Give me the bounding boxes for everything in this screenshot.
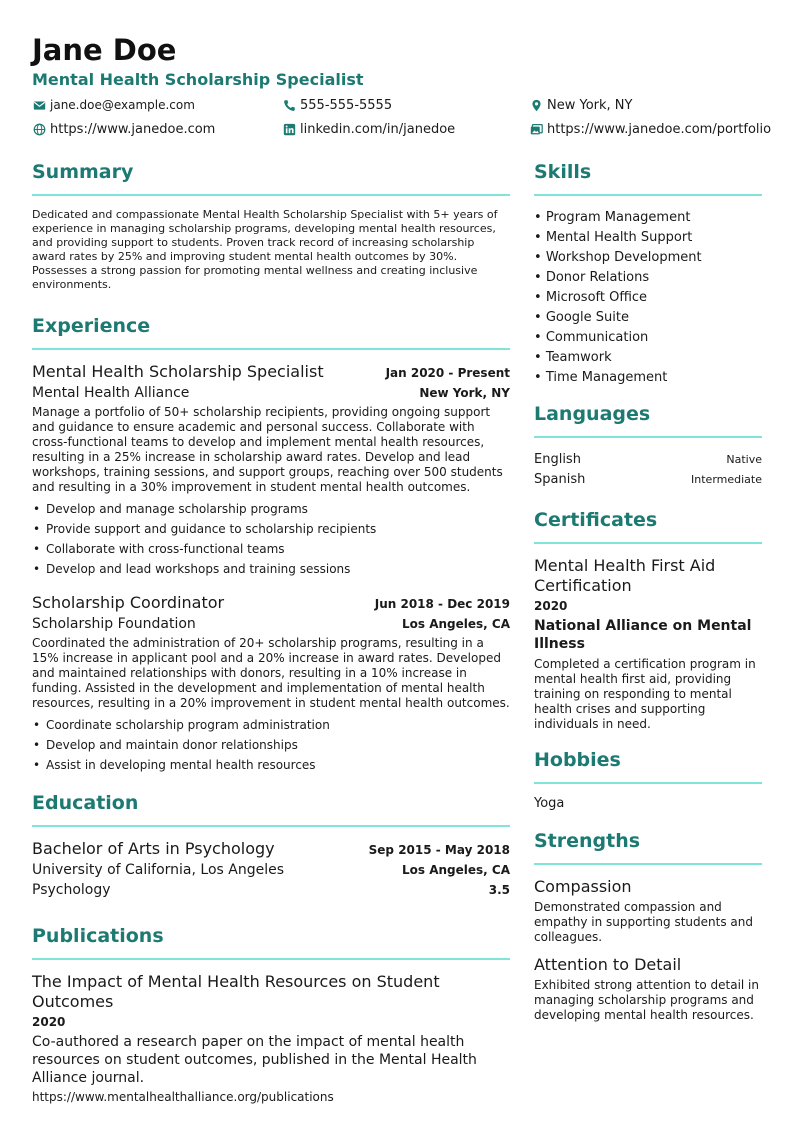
email-text: jane.doe@example.com bbox=[50, 98, 195, 112]
publication-description: Co-authored a research paper on the impact of mental health resources on student outcomes, published in the Mental Health Alliance journal. bbox=[32, 1034, 477, 1086]
contact-location bbox=[529, 98, 632, 113]
skills-heading: Skills bbox=[534, 161, 592, 183]
contact-email[interactable] bbox=[32, 98, 195, 112]
summary-text: Dedicated and compassionate Mental Health Scholarship Specialist with 5+ years of experience in managing scholarship programs, developing mental health resources, and providing support to students. Proven track record of increasing scholarship award rates by 25% and improving student mental health outcomes by 30%. Possesses a strong passion for promoting mental wellness and creating inclusive environments. bbox=[32, 208, 498, 291]
website-text: https://www.janedoe.com bbox=[50, 122, 216, 137]
strength-title: Attention to Detail bbox=[534, 955, 682, 974]
section-divider bbox=[32, 825, 510, 827]
certificate-issuer: National Alliance on Mental Illness bbox=[534, 618, 752, 652]
language-level: Intermediate bbox=[691, 473, 762, 486]
languages-heading: Languages bbox=[534, 403, 651, 425]
language-name: English bbox=[534, 452, 581, 467]
list-item: • Provide support and guidance to scholarship recipients bbox=[32, 519, 510, 539]
location-text: New York, NY bbox=[547, 98, 633, 113]
candidate-name: Jane Doe bbox=[32, 33, 177, 67]
skill-item: • Microsoft Office bbox=[534, 288, 762, 308]
language-name: Spanish bbox=[534, 472, 586, 487]
language-level: Native bbox=[726, 453, 762, 466]
experience-heading: Experience bbox=[32, 315, 151, 337]
list-item: • Assist in developing mental health resources bbox=[32, 755, 510, 775]
portfolio-text: https://www.janedoe.com/portfolio bbox=[547, 122, 772, 137]
list-item: • Coordinate scholarship program administration bbox=[32, 715, 510, 735]
skill-item: • Google Suite bbox=[534, 308, 762, 328]
hobbies-section bbox=[534, 746, 762, 811]
job-location: New York, NY bbox=[419, 386, 510, 400]
contact-portfolio[interactable] bbox=[529, 122, 771, 137]
contact-website[interactable] bbox=[32, 122, 215, 137]
job-description: Manage a portfolio of 50+ scholarship recipients, providing ongoing support and guidance to ensure academic and personal success. Collaborate with cross-functional teams to develop and implement mental health resources, resulting in a 25% increase in scholarship award rates. Develop and lead workshops, training sessions, and support groups, reaching over 500 students and resulting in a 30% improvement in student mental health outcomes. bbox=[32, 405, 503, 494]
job-bullets bbox=[32, 499, 510, 579]
education-school: University of California, Los Angeles bbox=[32, 862, 285, 878]
skill-item: • Program Management bbox=[534, 208, 762, 228]
portfolio-icon bbox=[529, 123, 543, 137]
job-title: Mental Health Scholarship Specialist bbox=[32, 362, 324, 381]
summary-heading: Summary bbox=[32, 161, 134, 183]
section-divider bbox=[534, 782, 762, 784]
section-divider bbox=[32, 348, 510, 350]
skills-list bbox=[534, 208, 762, 388]
certificates-heading: Certificates bbox=[534, 509, 658, 531]
summary-section bbox=[32, 158, 510, 292]
certificate-year: 2020 bbox=[534, 599, 568, 613]
education-field: Psychology bbox=[32, 882, 111, 898]
certificate-description: Completed a certification program in mental health first aid, providing training on responding to mental health crises and supporting individuals in need. bbox=[534, 657, 756, 731]
job-date: Jun 2018 - Dec 2019 bbox=[374, 597, 510, 611]
section-divider bbox=[534, 863, 762, 865]
strength-description: Exhibited strong attention to detail in managing scholarship programs and developing mental health resources. bbox=[534, 978, 759, 1022]
contact-linkedin[interactable] bbox=[282, 122, 455, 137]
language-row bbox=[534, 470, 762, 490]
section-divider bbox=[32, 194, 510, 196]
candidate-title: Mental Health Scholarship Specialist bbox=[32, 70, 364, 89]
map-pin-icon bbox=[529, 99, 543, 113]
skill-item: • Teamwork bbox=[534, 348, 762, 368]
language-row bbox=[534, 450, 762, 470]
skill-item: • Time Management bbox=[534, 368, 762, 388]
job-location: Los Angeles, CA bbox=[402, 617, 510, 631]
publication-title: The Impact of Mental Health Resources on Student Outcomes bbox=[32, 972, 440, 1011]
publication-year: 2020 bbox=[32, 1015, 66, 1029]
phone-text: 555-555-5555 bbox=[300, 98, 393, 113]
publications-heading: Publications bbox=[32, 925, 164, 947]
right-column bbox=[534, 158, 762, 1033]
job-description: Coordinated the administration of 20+ scholarship programs, resulting in a 15% increase in applicant pool and a 20% increase in award rates. Developed and maintained relationships with donors, resulting in a 10% increase in funding. Assisted in the development and implementation of mental health resources, resulting in a 20% improvement in student mental health outcomes. bbox=[32, 636, 510, 710]
publication-link[interactable]: https://www.mentalhealthalliance.org/publications bbox=[32, 1090, 334, 1104]
education-heading: Education bbox=[32, 792, 139, 814]
job-entry bbox=[32, 362, 510, 579]
strengths-section bbox=[534, 827, 762, 1023]
hobby-item: Yoga bbox=[534, 796, 565, 811]
contact-phone[interactable] bbox=[282, 98, 392, 113]
job-date: Jan 2020 - Present bbox=[385, 366, 510, 380]
skill-item: • Communication bbox=[534, 328, 762, 348]
section-divider bbox=[32, 958, 510, 960]
skill-item: • Donor Relations bbox=[534, 268, 762, 288]
section-divider bbox=[534, 542, 762, 544]
education-degree: Bachelor of Arts in Psychology bbox=[32, 839, 275, 858]
education-section bbox=[32, 789, 510, 898]
skill-item: • Workshop Development bbox=[534, 248, 762, 268]
left-column bbox=[32, 158, 510, 1104]
section-divider bbox=[534, 436, 762, 438]
job-entry bbox=[32, 593, 510, 775]
list-item: • Develop and manage scholarship programs bbox=[32, 499, 510, 519]
resume-header bbox=[32, 32, 772, 148]
experience-section bbox=[32, 312, 510, 775]
certificate-title: Mental Health First Aid Certification bbox=[534, 556, 716, 595]
job-company: Scholarship Foundation bbox=[32, 616, 196, 632]
certificates-section bbox=[534, 506, 762, 732]
education-location: Los Angeles, CA bbox=[402, 863, 510, 877]
job-company: Mental Health Alliance bbox=[32, 385, 190, 401]
list-item: • Develop and maintain donor relationships bbox=[32, 735, 510, 755]
skills-section bbox=[534, 158, 762, 388]
skill-item: • Mental Health Support bbox=[534, 228, 762, 248]
phone-icon bbox=[282, 99, 296, 113]
list-item: • Collaborate with cross-functional teams bbox=[32, 539, 510, 559]
strengths-heading: Strengths bbox=[534, 830, 641, 852]
linkedin-icon bbox=[282, 123, 296, 137]
languages-section bbox=[534, 400, 762, 490]
education-gpa: 3.5 bbox=[488, 883, 510, 897]
education-date: Sep 2015 - May 2018 bbox=[368, 843, 510, 857]
job-bullets bbox=[32, 715, 510, 775]
job-title: Scholarship Coordinator bbox=[32, 593, 225, 612]
globe-icon bbox=[32, 123, 46, 137]
linkedin-text: linkedin.com/in/janedoe bbox=[300, 122, 456, 137]
strength-description: Demonstrated compassion and empathy in supporting students and colleagues. bbox=[534, 900, 753, 944]
publications-section bbox=[32, 922, 510, 1104]
strength-title: Compassion bbox=[534, 877, 632, 896]
contact-info bbox=[32, 98, 772, 148]
mail-icon bbox=[32, 98, 46, 112]
list-item: • Develop and lead workshops and training sessions bbox=[32, 559, 510, 579]
section-divider bbox=[534, 194, 762, 196]
hobbies-heading: Hobbies bbox=[534, 749, 621, 771]
